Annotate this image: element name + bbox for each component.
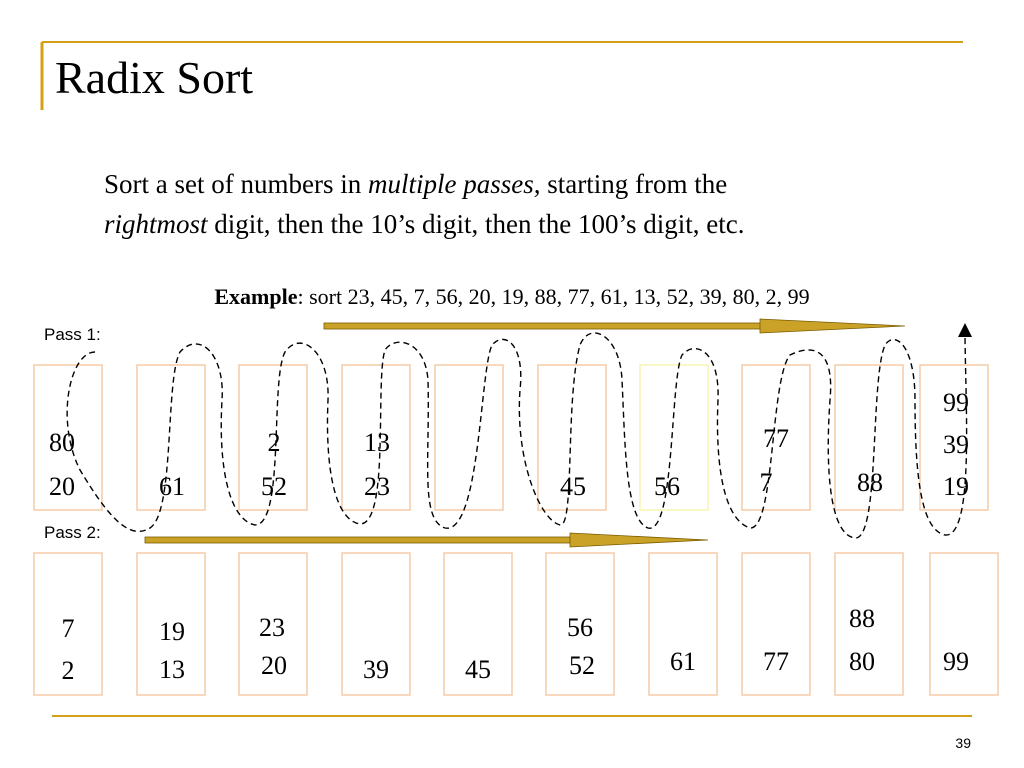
pass1-number: 39 — [943, 430, 969, 459]
pass2-number: 99 — [943, 647, 969, 676]
pass1-number: 80 — [49, 428, 75, 457]
intro-paragraph — [104, 164, 944, 244]
slide-title: Radix Sort — [55, 52, 254, 103]
pass1-number: 45 — [560, 472, 586, 501]
pass2-number: 7 — [61, 614, 75, 643]
intro-text: starting from the — [540, 169, 728, 199]
example-label: Example — [214, 284, 298, 309]
pass1-label: Pass 1: — [44, 325, 101, 344]
page-number: 39 — [955, 735, 971, 751]
intro-text: Sort a set of numbers in — [104, 169, 368, 199]
pass2-label: Pass 2: — [44, 523, 101, 542]
pass2-number: 13 — [159, 655, 185, 684]
pass1-number: 52 — [261, 472, 287, 501]
pass2-number: 39 — [363, 655, 389, 684]
pass2-number: 2 — [61, 656, 75, 685]
example-line — [0, 282, 1024, 312]
pass2-number: 45 — [465, 655, 491, 684]
pass2-number: 19 — [159, 617, 185, 646]
pass1-number: 13 — [364, 428, 390, 457]
intro-italic-rightmost: rightmost — [104, 209, 208, 239]
pass1-number: 88 — [857, 468, 883, 497]
pass1-bucket-box — [435, 365, 503, 510]
pass1-collection-path — [67, 330, 966, 538]
intro-italic-multiple-passes: multiple passes, — [367, 169, 541, 199]
pass2-number: 61 — [670, 647, 696, 676]
pass2-number: 77 — [763, 647, 789, 676]
pass1-arrow — [324, 319, 905, 333]
pass2-number: 56 — [567, 613, 593, 642]
pass1-number: 77 — [763, 424, 789, 453]
pass1-number: 2 — [267, 428, 281, 457]
pass2-arrow — [145, 533, 708, 547]
example-text: : sort 23, 45, 7, 56, 20, 19, 88, 77, 61, 13, 52, 39, 80, 2, 99 — [297, 284, 810, 309]
pass2-number: 52 — [569, 651, 595, 680]
pass1-number: 56 — [654, 472, 680, 501]
pass2-number: 23 — [259, 613, 285, 642]
pass2-number: 88 — [849, 604, 875, 633]
pass1-number: 20 — [49, 472, 75, 501]
pass1-number: 99 — [943, 388, 969, 417]
intro-text: digit, then the 10’s digit, then the 100’s digit, etc. — [207, 209, 745, 239]
pass1-number: 7 — [759, 468, 773, 497]
pass1-number: 61 — [159, 472, 185, 501]
pass2-number: 80 — [849, 647, 875, 676]
pass2-number: 20 — [261, 651, 287, 680]
pass1-number: 19 — [943, 472, 969, 501]
pass1-number: 23 — [364, 472, 390, 501]
